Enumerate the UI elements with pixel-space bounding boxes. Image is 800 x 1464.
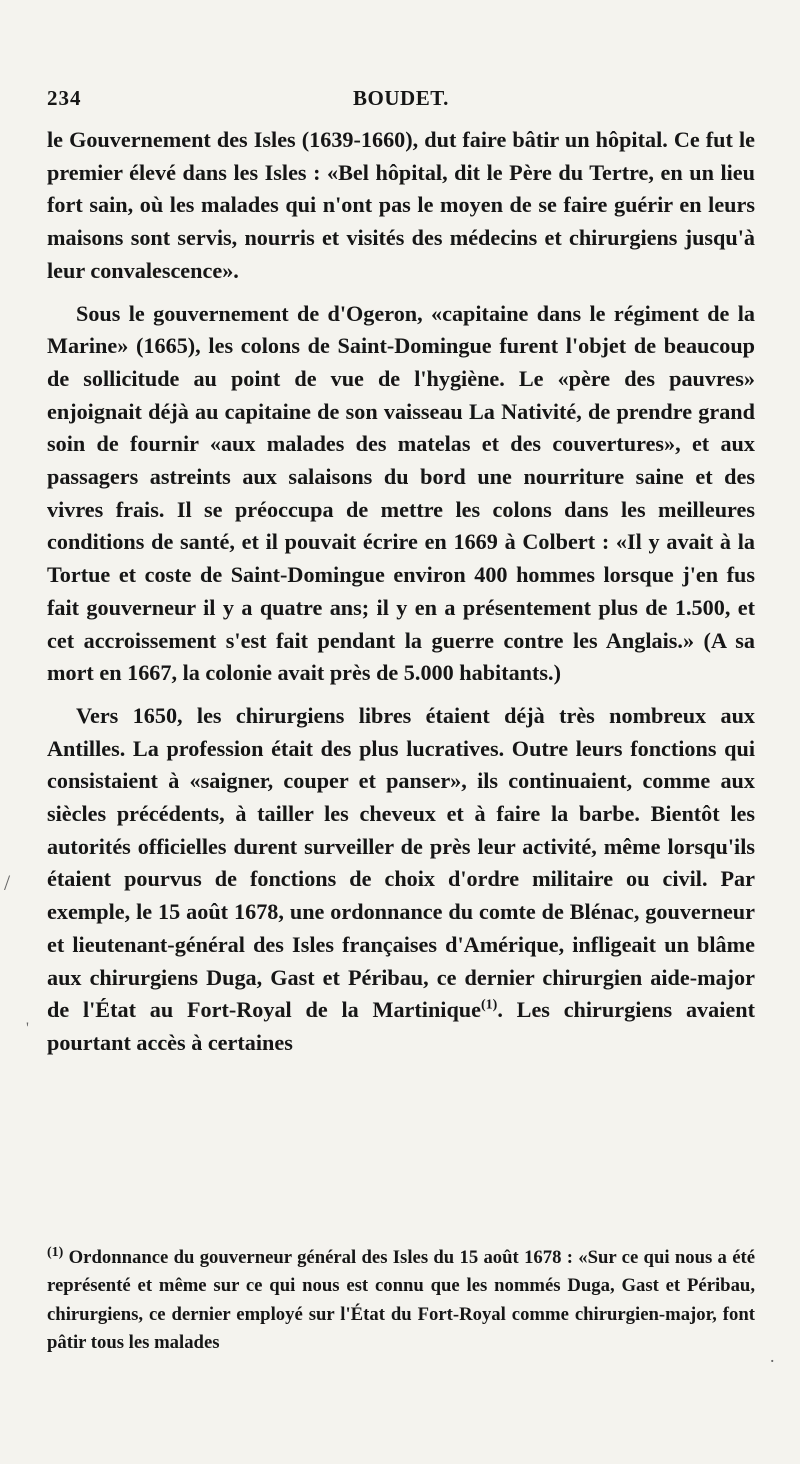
footnote-marker: (1) [47,1244,64,1260]
paragraph-3-text: Vers 1650, les chirurgiens libres étaient déjà très nombreux aux Antilles. La profession était des plus lucratives. Outre leurs fonctions qui consistaient à «saigner, couper et panser», ils continuaient, comme aux siècles précédents, à tailler les cheveux et à faire la barbe. Bientôt les autorités officielles durent surveiller de près leur activité, même lorsqu'ils étaient pourvus de fonctions de choix d'ordre militaire ou civil. Par exemple, le 15 août 1678, une ordonnance du comte de Blénac, gouverneur et lieutenant-général des Isles françaises d'Amérique, infligeait un blâme aux chirurgiens Duga, Gast et Péribau, ce dernier chirurgien aide-major de l'État au Fort-Royal de la Martinique [47,702,755,1023]
paragraph-3-tail: . Les chirurgiens avaient pourtant accès à certaines [47,997,755,1055]
paragraph-2: Sous le gouvernement de d'Ogeron, «capitaine dans le régiment de la Marine» (1665), les colons de Saint-Domingue furent l'objet de beaucoup de sollicitude au point de vue de l'hygiène. Le «père des pauvres» enjoignait déjà au capitaine de son vaisseau La Nativité, de prendre grand soin de fournir «aux malades des matelas et des couvertures», et aux passagers astreints aux salaisons du bord une nourriture saine et des vivres frais. Il se préoccupa de mettre les colons dans les meilleures conditions de santé, et il pouvait écrire en 1669 à Colbert : «Il y avait à la Tortue et coste de Saint-Domingue environ 400 hommes lorsque j'en fus fait gouverneur il y a quatre ans; il y en a présentement plus de 1.500, et cet accroissement s'est fait pendant la guerre contre les Anglais.» (A sa mort en 1667, la colonie avait près de 5.000 habitants.) [47,300,755,686]
main-text [47,124,755,1060]
footnote-text: Ordonnance du gouverneur général des Isles du 15 août 1678 : «Sur ce qui nous a été représenté et même sur ce qui nous est connu que les nommés Duga, Gast et Péribau, chirurgiens, ce dernier employé sur l'État du Fort-Royal comme chirurgien-major, font pâtir tous les malades [47,1247,756,1353]
paragraph-1: le Gouvernement des Isles (1639-1660), dut faire bâtir un hôpital. Ce fut le premier élevé dans les Isles : «Bel hôpital, dit le Père du Tertre, en un lieu fort sain, où les malades qui n'ont pas le moyen de se faire guérir en leurs maisons sont servis, nourris et visités des médecins et chirurgiens jusqu'à leur convalescence». [47,127,755,283]
margin-mark-left-upper: / [4,870,11,895]
margin-mark-left-lower: ' [26,1020,29,1037]
footnote-1 [47,1244,755,1357]
footnotes [47,1244,755,1357]
running-title: BOUDET. [353,86,449,110]
margin-mark-right-lower: . [770,1346,775,1366]
paragraph-3 [47,700,755,1060]
running-head [47,86,755,116]
page-number: 234 [47,86,82,110]
footnote-reference: (1) [480,997,498,1013]
